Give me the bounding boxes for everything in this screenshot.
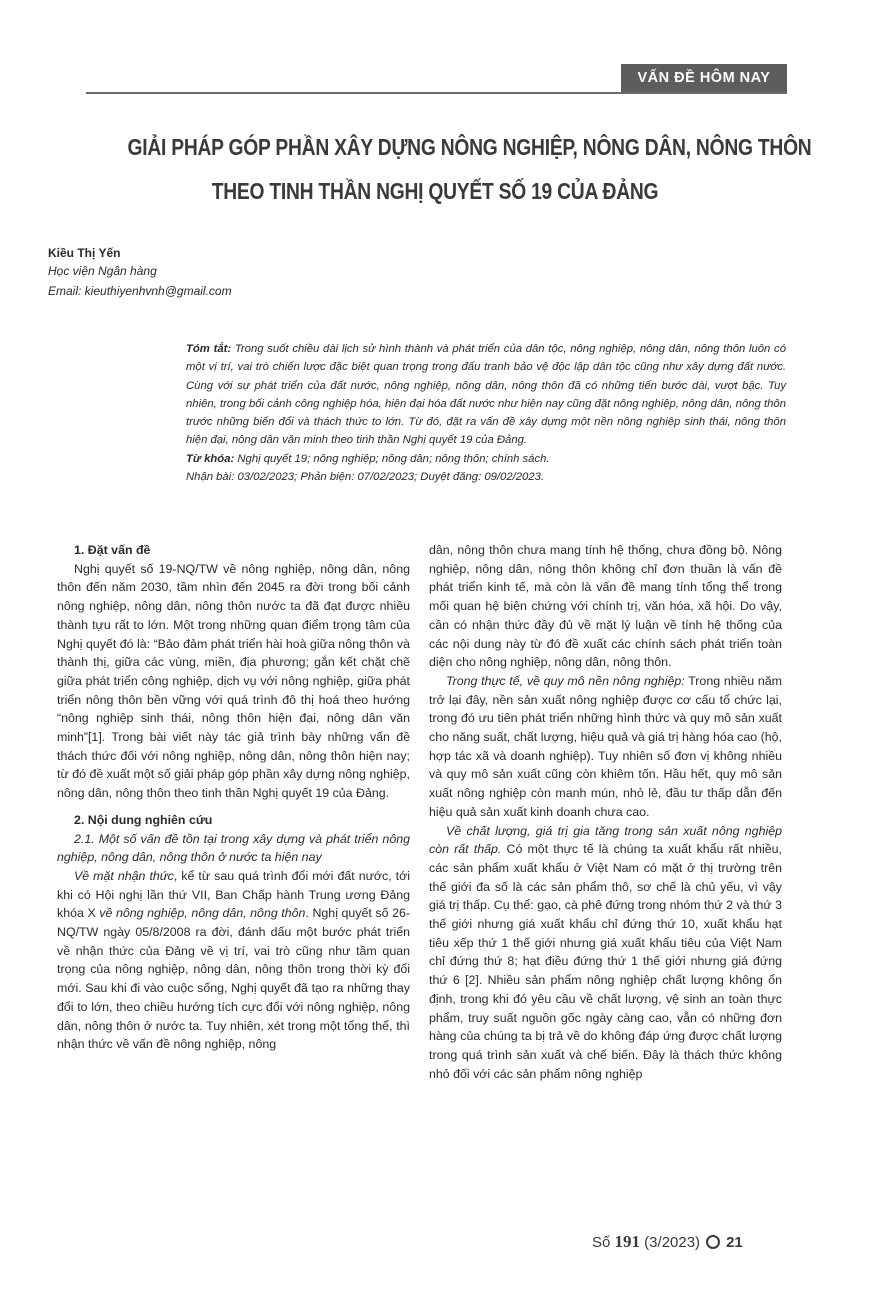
subsection-heading-2-1: 2.1. Một số vấn đề tồn tại trong xây dựng và phát triển nông nghiệp, nông dân, nông thôn ở nước ta hiện nay [57, 831, 410, 865]
right-column [429, 541, 782, 1083]
header-rule [86, 92, 787, 94]
abstract-text: Trong suốt chiều dài lịch sử hình thành và phát triển của dân tộc, nông nghiệp, nông dân, nông thôn luôn có một vị trí, vai trò chiến lược đặc biệt quan trọng trong đấu tranh bảo vệ độc lập dân tộc cũng như xây dựng đất nước. Cùng với sự phát triển của đất nước, nông nghiệp, nông dân, nông thôn đã có những tiến bước dài, vượt bậc. Tuy nhiên, trong bối cảnh công nghiệp hóa, hiện đại hóa đất nước như hiện nay cũng đặt nông nghiệp, nông dân, nông thôn trước những biến đổi và thách thức to lớn. Từ đó, đặt ra vấn đề xây dựng một nền nông nghiệp sinh thái, nông thôn hiện đại, nông dân văn minh theo tinh thần Nghị quyết 19 của Đảng. [186, 343, 786, 447]
paragraph-text: . Nghị quyết số 26-NQ/TW ngày 05/8/2008 ra đời, đánh dấu một bước phát triển về nhận thức của Đảng về vị trí, vai trò cũng như tầm quan trọng của nông nghiệp, nông dân, nông thôn trong thời kỳ đổi mới. Sau khi đi vào cuộc sống, Nghị quyết đã tạo ra những thay đổi to lớn, theo chiều hướng tích cực đối với nông nghiệp, nông dân, nông thôn ở nước ta. Tuy nhiên, xét trong một tổng thể, thì nhận thức về vấn đề nông nghiệp, nông [57, 906, 410, 1052]
article-title-line-1: GIẢI PHÁP GÓP PHẦN XÂY DỰNG NÔNG NGHIỆP, NÔNG DÂN, NÔNG THÔN [127, 134, 812, 160]
paragraph-lead: Trong thực tế, về quy mô nền nông nghiệp: [446, 673, 685, 688]
abstract-block [186, 340, 786, 486]
author-name: Kiều Thị Yến [48, 246, 121, 260]
paragraph-text: Trong nhiều năm trở lại đây, nền sản xuất nông nghiệp được cơ cấu tổ chức lại, trong đó ưu tiên phát triển những hình thức và quy mô sản xuất cho năng suất, chất lượng, hiệu quả và giá trị hàng hóa cao (hộ, hợp tác xã và doanh nghiệp). Tuy nhiên số đơn vị không nhiều và quy mô sản xuất cũng còn khiêm tốn. Hầu hết, quy mô sản xuất nông nghiệp còn manh mún, nhỏ lẻ, đầu tư thấp dẫn đến hiệu quả sản xuất kinh doanh chưa cao. [429, 673, 783, 819]
page-number: 21 [726, 1234, 743, 1251]
body-paragraph: Nghị quyết số 19-NQ/TW về nông nghiệp, nông dân, nông thôn đến năm 2030, tầm nhìn đến 2045 ra đời trong bối cảnh nông nghiệp, nông dân, nông thôn nước ta đã đạt được nhiều thành tựu rất to lớn. Một trong những quan điểm trọng tâm của Nghị quyết đó là: “Bảo đảm phát triển hài hoà giữa nông thôn và thành thị, giữa các vùng, miền, địa phương; gắn kết chặt chẽ giữa phát triển công nghiệp, dịch vụ với nông nghiệp, giữa phát triển nông thôn bền vững với quá trình đô thị hoá theo hướng “nông nghiệp sinh thái, nông thôn hiện đại, nông dân văn minh”[1]. Trong bài viết này tác giả trình bày những vấn đề thách thức đối với nông nghiệp, nông dân, nông thôn hiện nay; từ đó đề xuất một số giải pháp góp phần xây dựng nông nghiệp, nông dân, nông thôn theo tinh thần Nghị quyết 19 của Đảng. [57, 561, 410, 801]
issue-date: (3/2023) [640, 1234, 701, 1251]
paragraph-text: Có một thực tế là chúng ta xuất khẩu rất nhiều, các sản phẩm xuất khẩu ở Việt Nam có mặt ở thị trường trên thế giới đa số là các sản phẩm thô, sơ chế là chủ yếu, vì vậy giá trị thấp. Cụ thể: gạo, cà phê đứng trong nhóm thứ 2 và thứ 3 thế giới nhưng giá xuất khẩu chỉ đứng thứ 10, xuất khẩu hạt tiêu xếp thứ 1 thế giới nhưng giá xuất khẩu tiêu của Việt Nam chỉ đứng thứ 8; hạt điều đứng thứ 1 thế giới nhưng giá đứng thứ 6 [2]. Nhiều sản phẩm nông nghiệp chất lượng không ổn định, trong khi đó yêu cầu về chất lượng, vệ sinh an toàn thực phẩm, truy suất nguồn gốc ngày càng cao, vẫn có những đơn hàng của chúng ta bị trả về do không đáp ứng được chất lượng trong quá trình sản xuất và chế biến. Đây là thách thức không nhỏ đối với các sản phẩm nông nghiệp [429, 842, 782, 1081]
body-paragraph: dân, nông thôn chưa mang tính hệ thống, chưa đồng bộ. Nông nghiệp, nông dân, nông thôn không chỉ đơn thuần là vấn đề phát triển kinh tế, mà còn là vấn đề mang tính tổng thể trong mối quan hệ biện chứng với chính trị, văn hóa, xã hội. Do vậy, cần có nhận thức đầy đủ về mặt lý luận về tính hệ thống của các nội dung này từ đó đề xuất các chính sách phát triển toàn diện cho nông nghiệp, nông dân, nông thôn. [429, 543, 782, 670]
keywords-text: Nghị quyết 19; nông nghiệp; nông dân; nông thôn; chính sách. [234, 452, 550, 465]
left-column [57, 541, 410, 1054]
article-title-line-2: THEO TINH THẦN NGHỊ QUYẾT SỐ 19 CỦA ĐẢNG [211, 178, 659, 204]
section-tag: VẤN ĐỀ HÔM NAY [621, 64, 787, 92]
paragraph-lead: Về chất lượng, giá trị gia tăng trong sản xuất nông nghiệp còn rất thấp. [429, 823, 782, 857]
abstract-paragraph [186, 340, 786, 450]
body-paragraph [429, 822, 782, 1084]
section-heading-1: 1. Đặt vấn đề [74, 543, 151, 557]
paragraph-emphasis: về nông nghiệp, nông dân, nông thôn [99, 906, 306, 921]
body-paragraph [57, 867, 410, 1054]
page-footer [592, 1232, 743, 1252]
article-dates: Nhận bài: 03/02/2023; Phản biện: 07/02/2023; Duyệt đăng: 09/02/2023. [186, 471, 545, 484]
circle-bullet-icon [706, 1235, 720, 1249]
body-paragraph [429, 672, 782, 822]
issue-prefix: Số [592, 1234, 615, 1251]
paragraph-text: , kể từ sau quá trình đổi mới đất nước, tới khi có Hội nghị lần thứ VII, Ban Chấp hành Trung ương Đảng khóa X [57, 868, 410, 921]
author-affiliation: Học viện Ngân hàng [48, 264, 157, 278]
issue-number: 191 [614, 1232, 641, 1251]
paragraph-lead: Về mặt nhận thức [74, 868, 174, 883]
author-email: Email: kieuthiyenhvnh@gmail.com [48, 284, 232, 298]
keywords-paragraph [186, 450, 786, 468]
abstract-label: Tóm tắt: [186, 343, 232, 355]
keywords-label: Từ khóa: [186, 452, 235, 465]
section-heading-2: 2. Nội dung nghiên cứu [74, 812, 213, 827]
